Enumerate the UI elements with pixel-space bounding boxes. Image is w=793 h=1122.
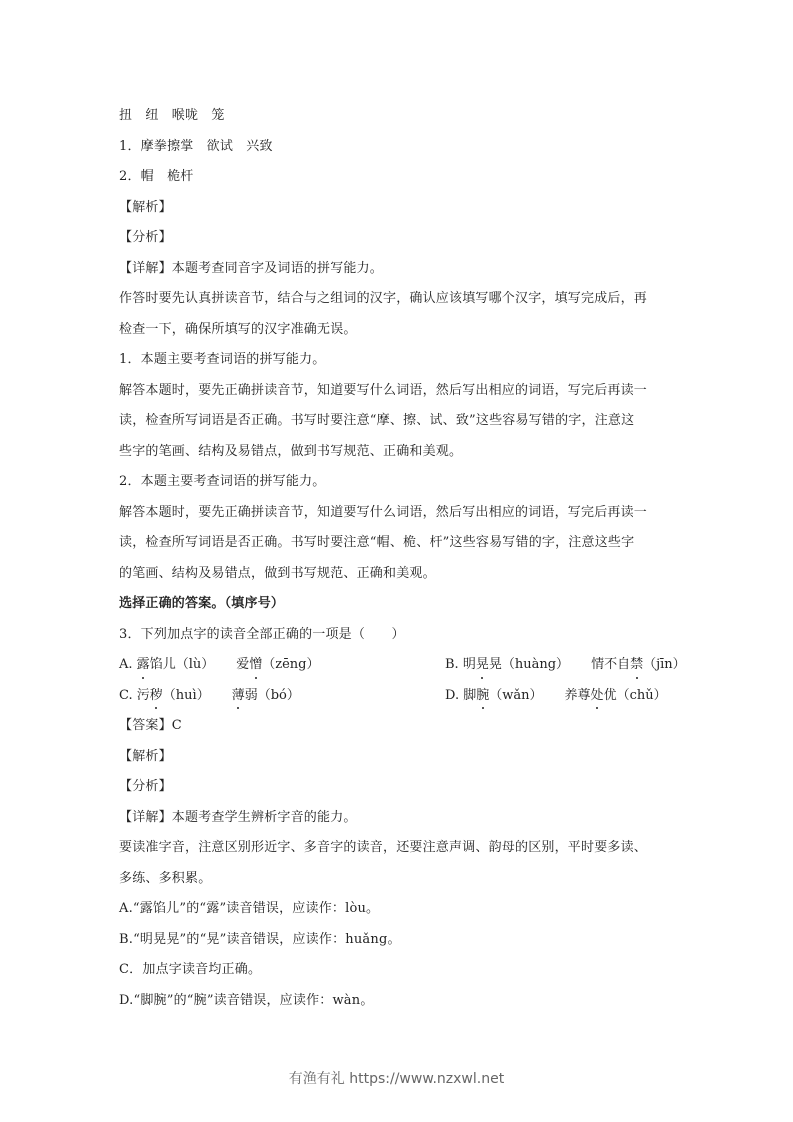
option-label: D. (445, 687, 460, 703)
dotted-char: 憎 (249, 650, 262, 681)
option-d (445, 681, 667, 712)
answer-line-0: 扭 纽 喉咙 笼 (119, 108, 225, 123)
paragraph-line: 检查一下，确保所填写的汉字准确无误。 (119, 321, 357, 337)
paragraph-line: 读，检查所写词语是否正确。书写时要注意“摩、擦、试、致”这些容易写错的字，注意这 (119, 413, 635, 428)
explanation-c: C．加点字读音均正确。 (119, 962, 262, 977)
answer-line-1: 1．摩拳擦掌 欲试 兴致 (119, 138, 273, 154)
xiangjie-line: 【详解】本题考查学生辨析字音的能力。 (119, 809, 357, 825)
xiangjie-line: 【详解】本题考查同音字及词语的拼写能力。 (119, 260, 384, 276)
jiexi-label: 【解析】 (119, 199, 172, 215)
option-text: （huì） (162, 687, 210, 703)
dotted-char: 禁 (630, 650, 643, 681)
option-text: 养尊 (564, 687, 591, 703)
document-page (119, 101, 686, 1016)
paragraph-line: 要读准字音，注意区别形近字、多音字的读音，还要注意声调、韵母的区别，平时要多读、 (119, 840, 648, 855)
option-text: 污 (136, 687, 150, 703)
dotted-char: 腕 (476, 681, 489, 712)
option-text: 晃（huàng） (488, 657, 570, 672)
dotted-char: 秽 (150, 681, 163, 712)
paragraph-line: 读，检查所写词语是否正确。书写时要注意“帽、桅、杆”这些容易写错的字，注意这些字 (119, 535, 635, 550)
options-row-ab (119, 650, 686, 681)
section-heading: 选择正确的答案。（填序号） (119, 596, 285, 611)
paragraph-line: 多练、多积累。 (119, 870, 212, 886)
paragraph-line: 解答本题时，要先正确拼读音节，知道要写什么词语，然后写出相应的词语，写完后再读一 (119, 504, 648, 520)
paragraph-line: 1．本题主要考查词语的拼写能力。 (119, 352, 326, 367)
option-text: 情不自 (591, 657, 631, 672)
option-a (119, 650, 320, 681)
dotted-char: 晃 (476, 650, 489, 681)
option-text: 爱 (236, 657, 250, 672)
option-text: 馅儿（lù） (149, 657, 215, 672)
options-row-cd (119, 681, 679, 712)
paragraph-line: 2．本题主要考查词语的拼写能力。 (119, 474, 326, 489)
answer-label: 【答案】C (119, 718, 182, 733)
option-b (445, 650, 686, 681)
dotted-char: 露 (137, 650, 150, 681)
option-text: 明 (462, 657, 476, 672)
footer-watermark: 有渔有礼 https://www.nzxwl.net (288, 1071, 505, 1087)
option-label: B. (445, 657, 459, 672)
paragraph-line: 解答本题时，要先正确拼读音节，知道要写什么词语，然后写出相应的词语，写完后再读一 (119, 382, 648, 398)
dotted-char: 薄 (232, 681, 245, 712)
option-c (119, 681, 300, 712)
option-text: （jīn） (643, 657, 686, 672)
question-stem: 3．下列加点字的读音全部正确的一项是（ ） (119, 626, 405, 642)
option-label: A. (119, 657, 133, 672)
fenxi-label: 【分析】 (119, 779, 172, 794)
jiexi-label: 【解析】 (119, 748, 172, 764)
option-text: 优（chǔ） (603, 687, 667, 703)
option-label: C. (119, 687, 133, 703)
explanation-a: A.“露馅儿”的“露”读音错误，应读作：lòu。 (119, 901, 380, 916)
answer-line-2: 2．帽 桅杆 (119, 169, 194, 184)
option-text: 弱（bó） (244, 687, 300, 703)
explanation-b: B.“明晃晃”的“晃”读音错误，应读作：huǎng。 (119, 931, 401, 947)
dotted-char: 处 (591, 681, 604, 712)
paragraph-line: 作答时要先认真拼读音节，结合与之组词的汉字，确认应该填写哪个汉字，填写完成后，再 (119, 291, 648, 306)
explanation-d: D.“脚腕”的“腕”读音错误，应读作：wàn。 (119, 992, 374, 1008)
fenxi-label: 【分析】 (119, 230, 172, 245)
option-text: 脚 (463, 687, 477, 703)
option-text: （wǎn） (489, 687, 543, 703)
paragraph-line: 些字的笔画、结构及易错点，做到书写规范、正确和美观。 (119, 443, 463, 459)
option-text: （zēng） (262, 657, 320, 672)
paragraph-line: 的笔画、结构及易错点，做到书写规范、正确和美观。 (119, 565, 436, 581)
